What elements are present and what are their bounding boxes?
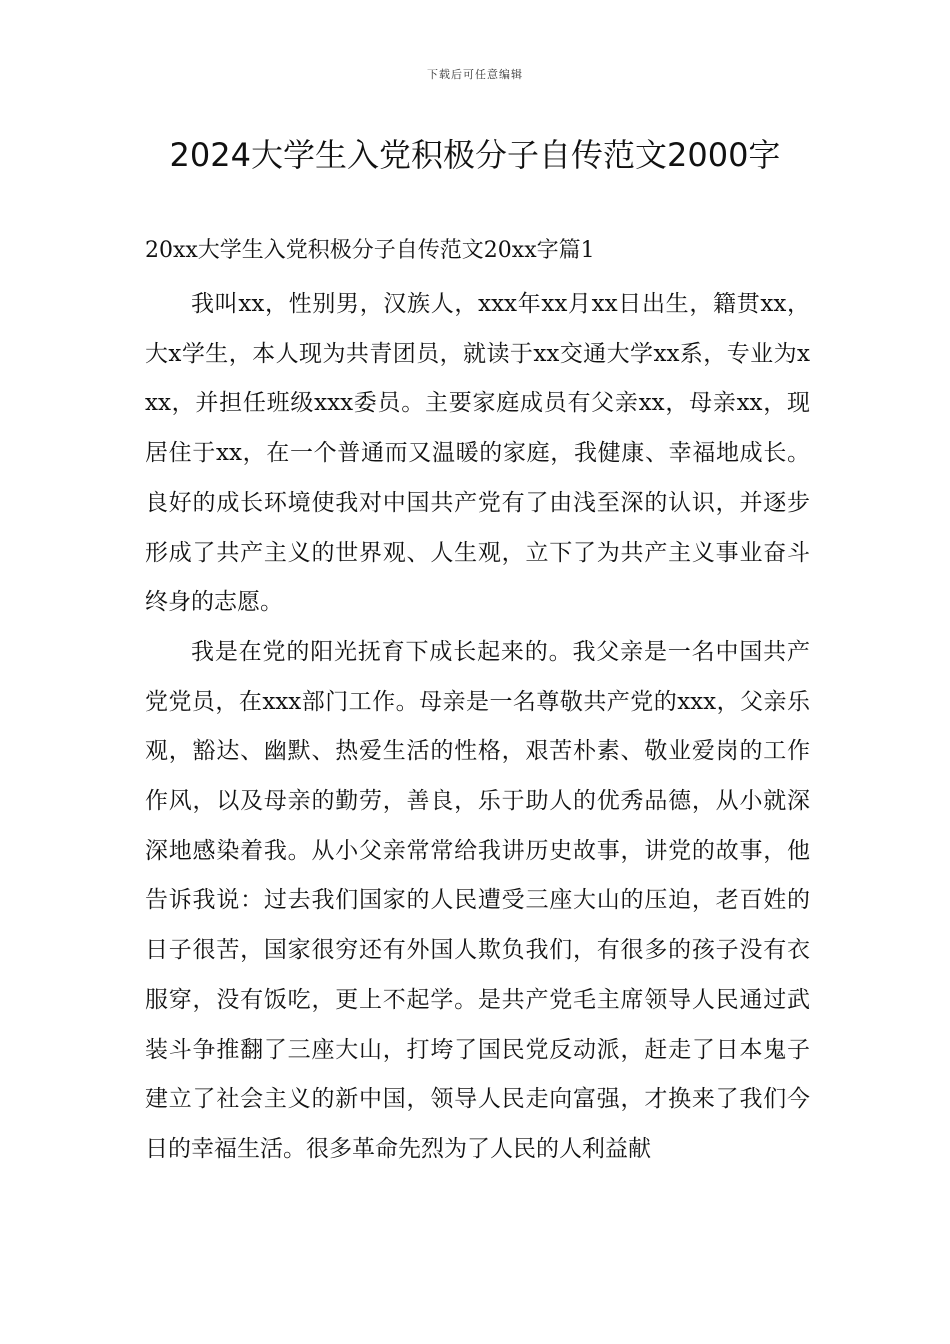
paragraph: 我是在党的阳光抚育下成长起来的。我父亲是一名中国共产党党员，在xxx部门工作。母亲是一名尊敬共产党的xxx，父亲乐观，豁达、幽默、热爱生活的性格，艰苦朴素、敬业爱岗的工作作风，以及母亲的勤劳，善良，乐于助人的优秀品德，从小就深深地感染着我。从小父亲常常给我讲历史故事，讲党的故事，他告诉我说：过去我们国家的人民遭受三座大山的压迫，老百姓的日子很苦，国家很穷还有外国人欺负我们，有很多的孩子没有衣服穿，没有饭吃，更上不起学。是共产党毛主席领导人民通过武装斗争推翻了三座大山，打垮了国民党反动派，赶走了日本鬼子建立了社会主义的新中国，领导人民走向富强，才换来了我们今日的幸福生活。很多革命先烈为了人民的人利益献 bbox=[145, 638, 810, 1162]
document-body bbox=[145, 280, 810, 1175]
document-title: 2024大学生入党积极分子自传范文2000字 bbox=[169, 136, 781, 174]
header-note: 下载后可任意编辑 bbox=[427, 68, 523, 81]
section-subtitle: 20xx大学生入党积极分子自传范文20xx字篇1 bbox=[145, 238, 595, 263]
paragraph: 我叫xx，性别男，汉族人，xxx年xx月xx日出生，籍贯xx，大x学生，本人现为共青团员，就读于xx交通大学xx系，专业为xxx，并担任班级xxx委员。主要家庭成员有父亲xx，母亲xx，现居住于xx，在一个普通而又温暖的家庭，我健康、幸福地成长。良好的成长环境使我对中国共产党有了由浅至深的认识，并逐步形成了共产主义的世界观、人生观，立下了为共产主义事业奋斗终身的志愿。 bbox=[145, 291, 810, 616]
